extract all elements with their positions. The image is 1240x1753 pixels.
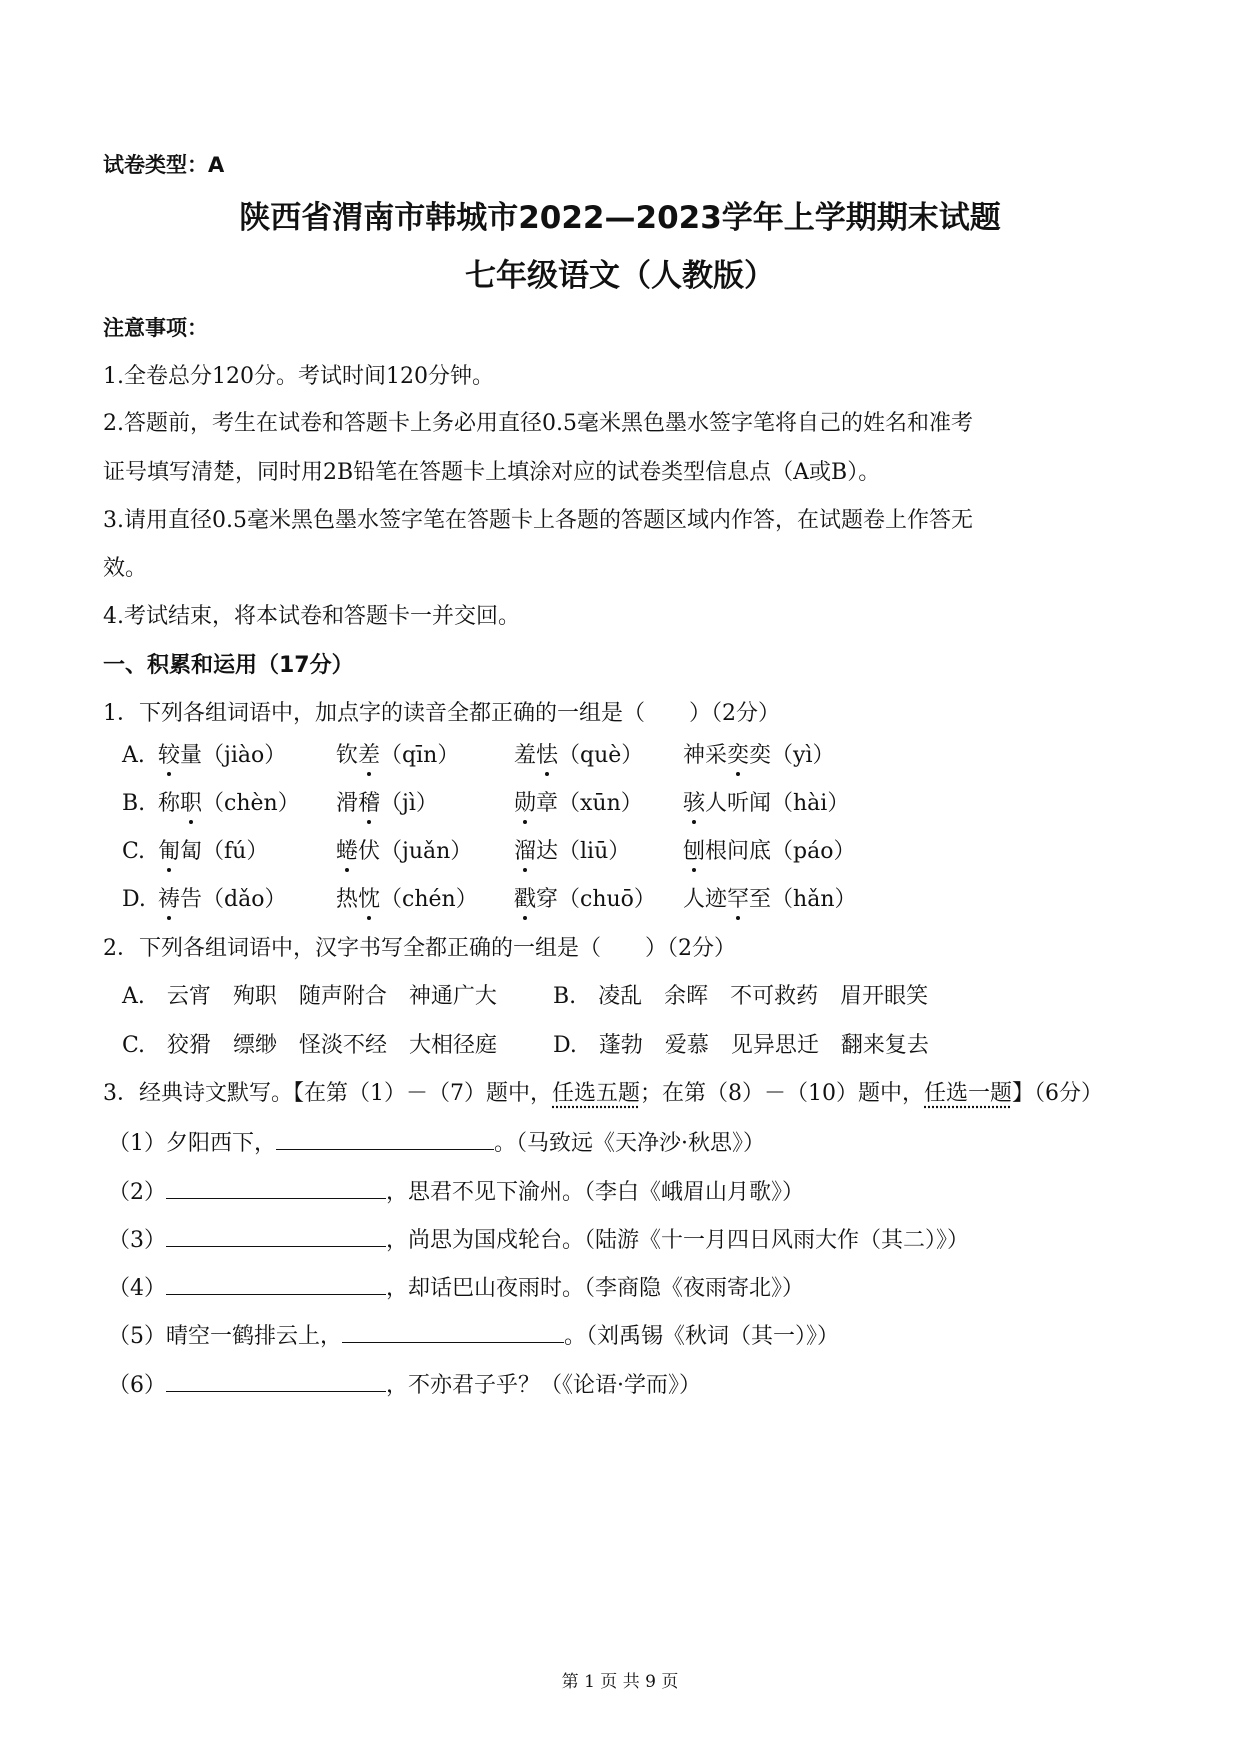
page-title: 陕西省渭南市韩城市2022—2023学年上学期期末试题 [239, 200, 1001, 236]
q2-option-b: B. 凌乱 余晖 不可救药 眉开眼笑 [553, 984, 929, 1009]
note-2-line-1: 2.答题前，考生在试卷和答题卡上务必用直径0.5毫米黑色墨水签字笔将自己的姓名和准考 [103, 411, 973, 436]
page-subtitle: 七年级语文（人教版） [465, 258, 775, 294]
emphasis-dotted: 任选五题 [552, 1081, 641, 1106]
note-3-line-1: 3.请用直径0.5毫米黑色墨水签字笔在答题卡上各题的答题区域内作答，在试题卷上作答无 [103, 508, 973, 533]
option-item: 钦差（qīn） [336, 741, 459, 771]
option-item: 热忱（chén） [336, 885, 478, 915]
option-item: 祷告（dǎo） [158, 885, 286, 915]
emphasis-dotted: 任选一题 [924, 1081, 1013, 1106]
q3-item-4: （4） ，却话巴山夜雨时。（李商隐《夜雨寄北》） [108, 1272, 804, 1304]
note-2-line-2: 证号填写清楚，同时用2B铅笔在答题卡上填涂对应的试卷类型信息点（A或B）。 [103, 460, 881, 485]
answer-blank[interactable] [166, 1176, 386, 1199]
q2-option-d: D. 蓬勃 爱慕 见异思迁 翻来复去 [553, 1033, 929, 1058]
option-item: 溜达（liū） [514, 837, 630, 867]
q2-stem: 2．下列各组词语中，汉字书写全都正确的一组是（ ）（2分） [103, 936, 736, 961]
q3-item-5: （5）晴空一鹤排云上， 。（刘禹锡《秋词（其一）》） [108, 1320, 839, 1352]
page-number: 第 1 页 共 9 页 [561, 1672, 679, 1692]
note-3-line-2: 效。 [103, 556, 148, 581]
q3-item-6: （6） ，不亦君子乎？（《论语·学而》） [108, 1369, 701, 1401]
q2-option-a: A. 云宵 殉职 随声附合 神通广大 [122, 984, 497, 1009]
option-item: 蜷伏（juǎn） [336, 837, 472, 867]
option-label: C. [122, 839, 146, 864]
option-item: 戳穿（chuō） [514, 885, 656, 915]
option-item: 刨根问底（páo） [683, 837, 855, 867]
q3-stem: 3．经典诗文默写。【在第（1）－（7）题中，任选五题；在第（8）－（10）题中，任选一题】（6分） [103, 1081, 1104, 1106]
q3-item-2: （2） ，思君不见下渝州。（李白《峨眉山月歌》） [108, 1176, 804, 1208]
notes-heading: 注意事项： [103, 316, 208, 340]
option-item: 勋章（xūn） [514, 789, 643, 819]
option-item: 人迹罕至（hǎn） [683, 885, 857, 915]
paper-type: 试卷类型：A [103, 153, 225, 177]
note-4: 4.考试结束，将本试卷和答题卡一并交回。 [103, 604, 520, 629]
option-item: 滑稽（jì） [336, 789, 438, 819]
section-1-heading: 一、积累和运用（17分） [103, 653, 354, 678]
option-item: 羞怯（què） [514, 741, 643, 771]
q3-item-3: （3） ，尚思为国戍轮台。（陆游《十一月四日风雨大作（其二）》） [108, 1224, 969, 1256]
option-item: 骇人听闻（hài） [683, 789, 849, 819]
option-item: 神采奕奕（yì） [683, 741, 835, 771]
option-item: 匍匐（fú） [158, 837, 268, 867]
q1-stem: 1．下列各组词语中，加点字的读音全都正确的一组是（ ）（2分） [103, 701, 780, 726]
option-label: A. [122, 743, 145, 768]
option-label: B. [122, 791, 146, 816]
note-1: 1.全卷总分120分。考试时间120分钟。 [103, 364, 494, 389]
answer-blank[interactable] [342, 1320, 564, 1343]
answer-blank[interactable] [166, 1369, 386, 1392]
option-label: D. [122, 887, 146, 912]
answer-blank[interactable] [166, 1224, 386, 1247]
q3-item-1: （1）夕阳西下， 。（马致远《天净沙·秋思》） [108, 1127, 765, 1159]
answer-blank[interactable] [166, 1272, 386, 1295]
q2-option-c: C. 狡猾 缥缈 怪淡不经 大相径庭 [122, 1033, 498, 1058]
option-item: 称职（chèn） [158, 789, 300, 819]
answer-blank[interactable] [276, 1127, 494, 1150]
option-item: 较量（jiào） [158, 741, 286, 771]
